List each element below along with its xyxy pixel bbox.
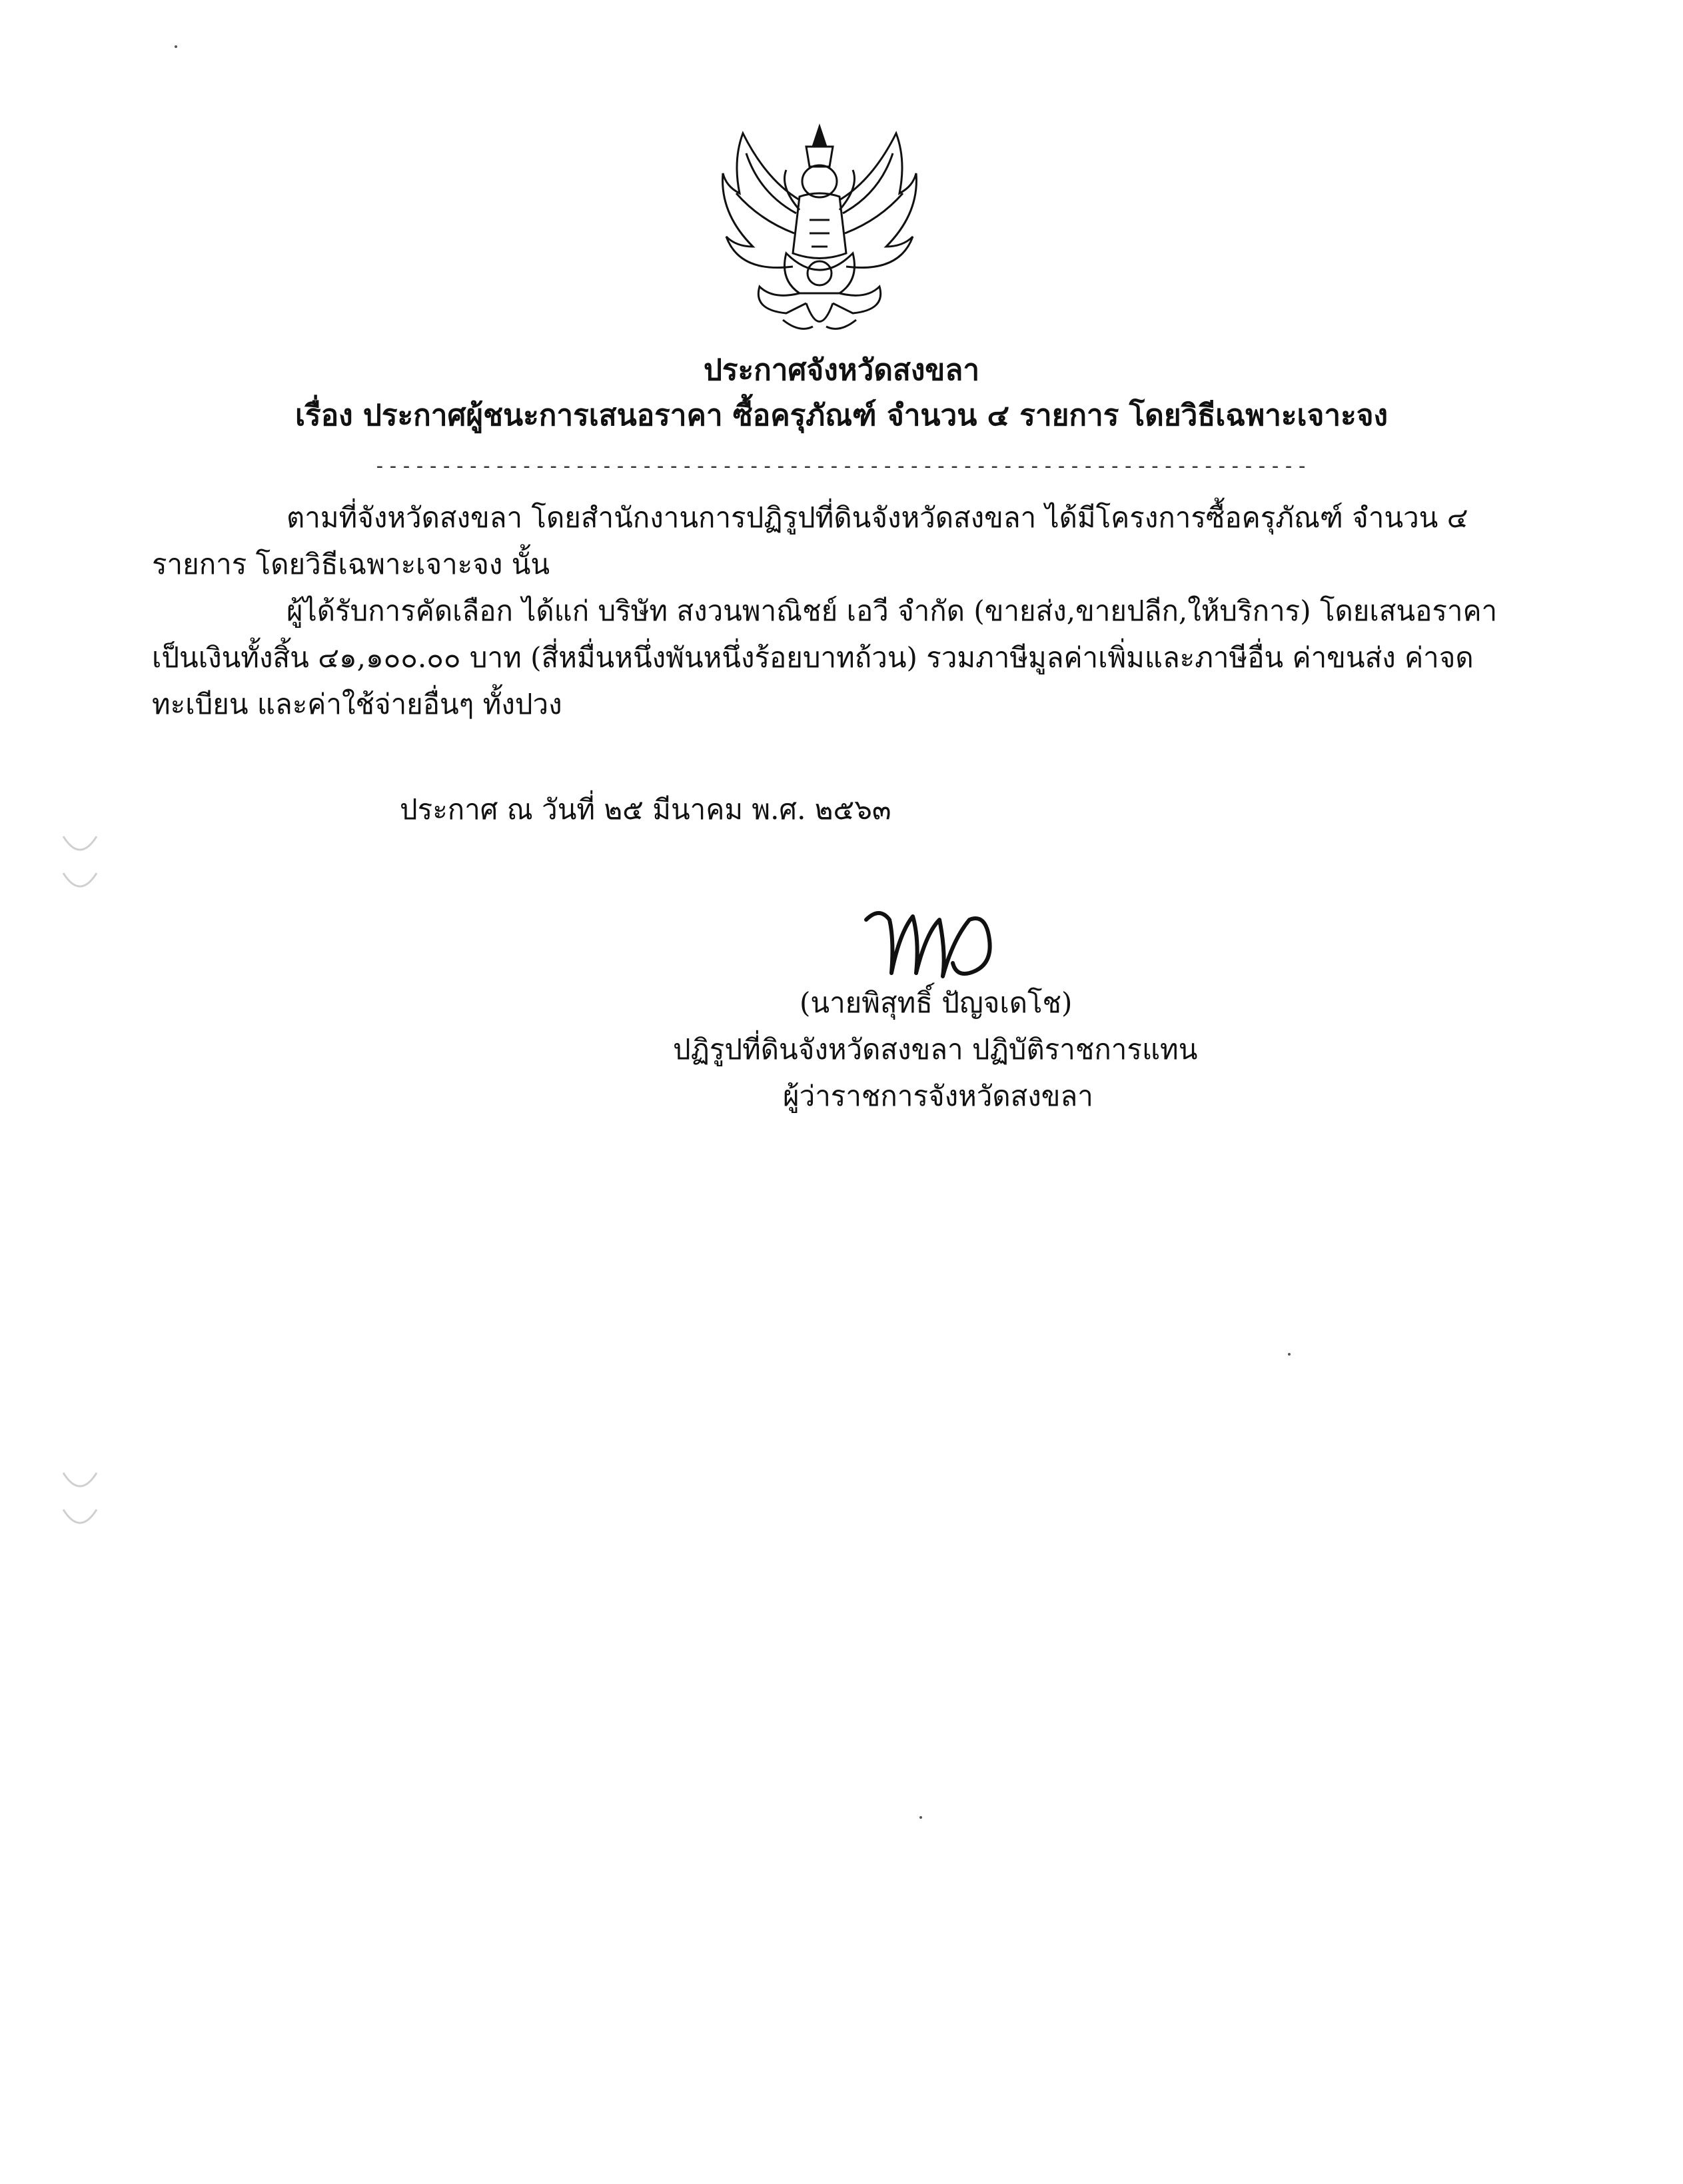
- body-paragraph-2-line-2: เป็นเงินทั้งสิ้น ๔๑,๑๐๐.๐๐ บาท (สี่หมื่นหนึ่งพันหนึ่งร้อยบาทถ้วน) รวมภาษีมูลค่าเพิ่มและภาษีอื่น ค่าขนส่ง ค่าจด: [152, 641, 1474, 674]
- scan-speck: [1288, 1353, 1291, 1356]
- body-paragraph-2-line-1: ผู้ได้รับการคัดเลือก ได้แก่ บริษัท สงวนพาณิชย์ เอวี จำกัด (ขายส่ง,ขายปลีก,ให้บริการ) โดยเสนอราคา: [286, 594, 1498, 627]
- body-paragraph-2-line-3: ทะเบียน และค่าใช้จ่ายอื่นๆ ทั้งปวง: [152, 688, 562, 720]
- announcement-date: ประกาศ ณ วันที่ ๒๕ มีนาคม พ.ศ. ๒๕๖๓: [400, 793, 891, 826]
- divider-line: ----------------------------------------------------------------------: [373, 455, 1310, 478]
- signature-icon: [853, 893, 1026, 993]
- scan-speck: [175, 45, 177, 48]
- body-paragraph-1-line-2: รายการ โดยวิธีเฉพาะเจาะจง นั้น: [152, 548, 550, 580]
- punch-hole-mark-icon: [57, 830, 103, 863]
- punch-hole-mark-icon: [57, 1503, 103, 1536]
- document-title: ประกาศจังหวัดสงขลา: [703, 353, 980, 387]
- garuda-emblem-icon: [706, 120, 933, 347]
- signatory-name: (นายพิสุทธิ์ ปัญจเดโช): [800, 986, 1073, 1019]
- body-paragraph-1-line-1: ตามที่จังหวัดสงขลา โดยสำนักงานการปฏิรูปที่ดินจังหวัดสงขลา ได้มีโครงการซื้อครุภัณฑ์ จำนวน ๔: [286, 501, 1468, 534]
- scan-speck: [919, 1816, 922, 1819]
- signatory-position-line-2: ผู้ว่าราชการจังหวัดสงขลา: [783, 1080, 1093, 1112]
- signatory-position-line-1: ปฏิรูปที่ดินจังหวัดสงขลา ปฏิบัติราชการแทน: [673, 1033, 1198, 1066]
- punch-hole-mark-icon: [57, 866, 103, 900]
- punch-hole-mark-icon: [57, 1466, 103, 1500]
- document-subject: เรื่อง ประกาศผู้ชนะการเสนอราคา ซื้อครุภัณฑ์ จำนวน ๔ รายการ โดยวิธีเฉพาะเจาะจง: [295, 399, 1388, 433]
